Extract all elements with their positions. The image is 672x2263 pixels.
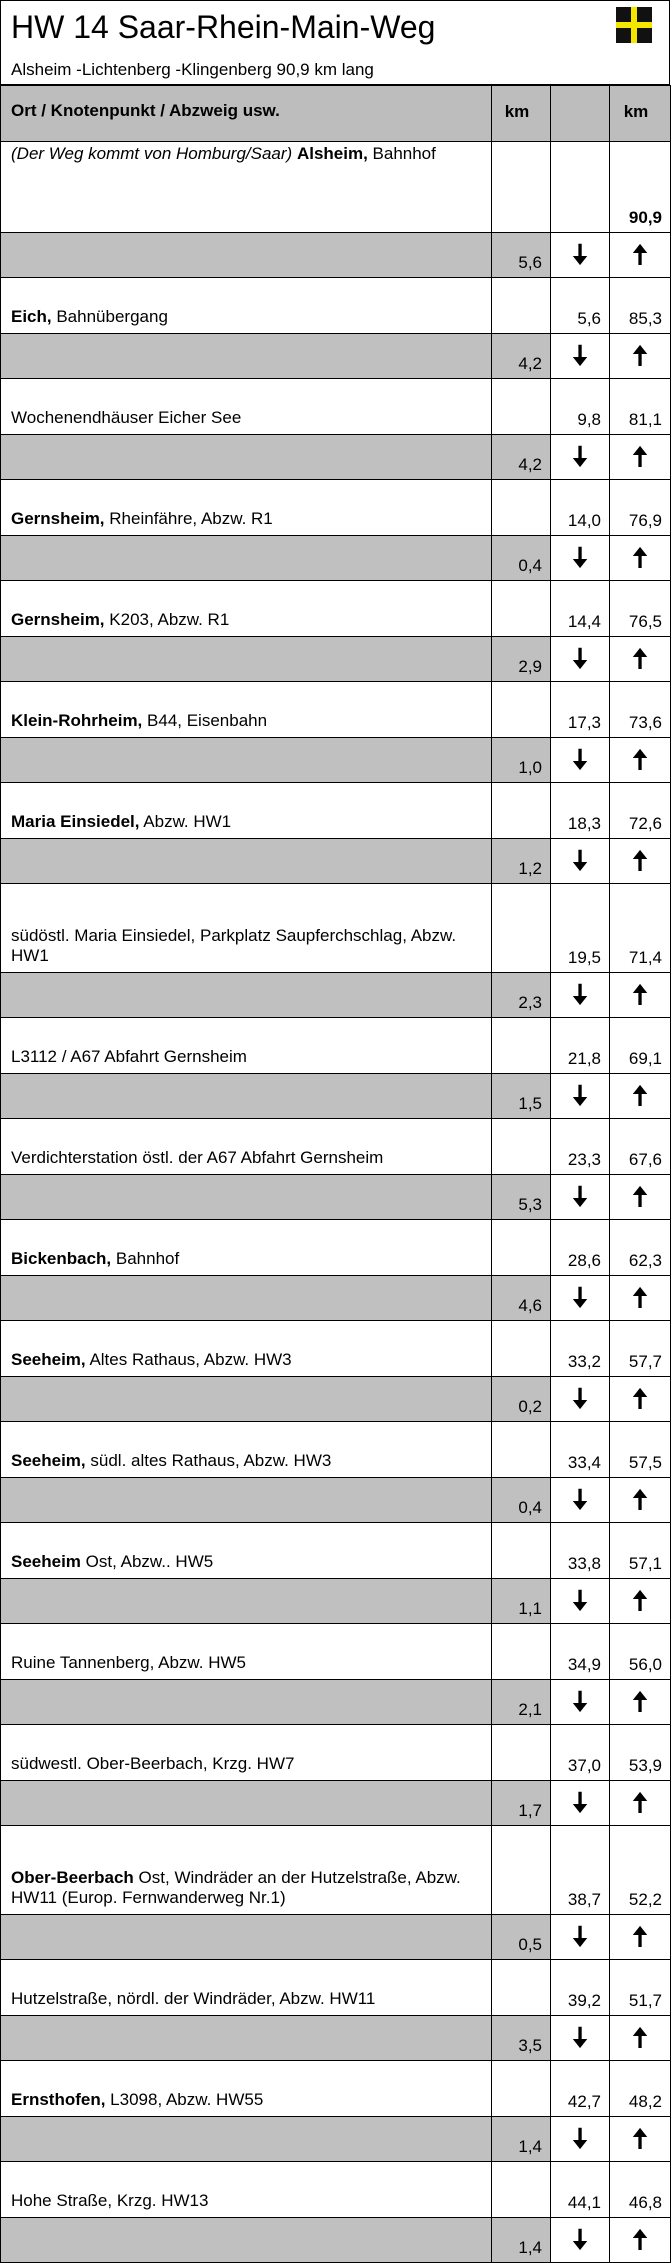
segment-distance-cell: 4,2 xyxy=(492,334,551,379)
arrow-down-icon: 🠇 xyxy=(551,1680,610,1725)
arrow-down-icon: 🠇 xyxy=(551,2016,610,2061)
segment-km-cell xyxy=(492,2162,551,2218)
arrow-down-icon: 🠇 xyxy=(551,1377,610,1422)
table-row xyxy=(1,480,671,536)
segment-row xyxy=(1,334,671,379)
cumulative-km-cell: 28,6 xyxy=(551,1220,610,1276)
place-name-bold: Seeheim xyxy=(11,1552,81,1571)
place-name-detail: L3112 / A67 Abfahrt Gernsheim xyxy=(11,1047,247,1066)
segment-blank-cell xyxy=(1,1074,492,1119)
segment-km-cell xyxy=(492,1523,551,1579)
place-name-bold: Maria Einsiedel, xyxy=(11,812,140,831)
segment-blank-cell xyxy=(1,1915,492,1960)
place-name-bold: Ernsthofen, xyxy=(11,2090,106,2109)
place-name-cell xyxy=(1,682,492,738)
segment-km-cell xyxy=(492,884,551,973)
cumulative-km-cell: 38,7 xyxy=(551,1826,610,1915)
route-subtitle: Alsheim -Lichtenberg -Klingenberg 90,9 km lang xyxy=(11,60,374,79)
place-name-detail: südwestl. Ober-Beerbach, Krzg. HW7 xyxy=(11,1754,295,1773)
arrow-down-icon: 🠇 xyxy=(551,1579,610,1624)
segment-blank-cell xyxy=(1,1579,492,1624)
segment-distance-cell: 4,6 xyxy=(492,1276,551,1321)
column-header-place: Ort / Knotenpunkt / Abzweig usw. xyxy=(1,86,492,142)
cumulative-km-cell: 37,0 xyxy=(551,1725,610,1781)
place-name-detail: Verdichterstation östl. der A67 Abfahrt Gernsheim xyxy=(11,1148,384,1167)
segment-km-cell xyxy=(492,682,551,738)
segment-blank-cell xyxy=(1,2016,492,2061)
arrow-up-icon: 🠅 xyxy=(610,839,671,884)
page-title: HW 14 Saar-Rhein-Main-Weg xyxy=(11,9,436,45)
segment-row xyxy=(1,1377,671,1422)
segment-row xyxy=(1,1276,671,1321)
table-row xyxy=(1,1119,671,1175)
reverse-km-cell: 57,5 xyxy=(610,1422,671,1478)
segment-row xyxy=(1,536,671,581)
segment-blank-cell xyxy=(1,1781,492,1826)
arrow-up-icon: 🠅 xyxy=(610,1276,671,1321)
reverse-km-cell: 71,4 xyxy=(610,884,671,973)
place-name-cell xyxy=(1,783,492,839)
segment-row xyxy=(1,2117,671,2162)
segment-row xyxy=(1,738,671,783)
place-name-detail: K203, Abzw. R1 xyxy=(104,610,230,629)
arrow-down-icon: 🠇 xyxy=(551,1915,610,1960)
place-name-cell xyxy=(1,1725,492,1781)
segment-distance-cell: 1,4 xyxy=(492,2117,551,2162)
reverse-km-cell: 46,8 xyxy=(610,2162,671,2218)
place-name-detail: Ruine Tannenberg, Abzw. HW5 xyxy=(11,1653,246,1672)
place-name-bold: Seeheim, xyxy=(11,1350,86,1369)
segment-row xyxy=(1,1680,671,1725)
place-name-detail: L3098, Abzw. HW55 xyxy=(105,2090,264,2109)
arrow-down-icon: 🠇 xyxy=(551,2117,610,2162)
route-note: (Der Weg kommt von Homburg/Saar) xyxy=(11,144,297,163)
cumulative-km-cell: 19,5 xyxy=(551,884,610,973)
place-name-bold: Alsheim, xyxy=(296,144,368,163)
cumulative-km-cell: 33,2 xyxy=(551,1321,610,1377)
reverse-km-cell: 52,2 xyxy=(610,1826,671,1915)
place-name-bold: Seeheim, xyxy=(11,1451,86,1470)
arrow-down-icon: 🠇 xyxy=(551,334,610,379)
place-name-cell xyxy=(1,1018,492,1074)
cumulative-km-cell: 14,0 xyxy=(551,480,610,536)
segment-blank-cell xyxy=(1,738,492,783)
table-row xyxy=(1,1960,671,2016)
reverse-km-cell: 72,6 xyxy=(610,783,671,839)
segment-blank-cell xyxy=(1,1276,492,1321)
table-row xyxy=(1,1826,671,1915)
place-name-cell xyxy=(1,1523,492,1579)
segment-row xyxy=(1,1781,671,1826)
cumulative-km-cell: 23,3 xyxy=(551,1119,610,1175)
segment-distance-cell: 0,4 xyxy=(492,536,551,581)
arrow-up-icon: 🠅 xyxy=(610,1478,671,1523)
arrow-down-icon: 🠇 xyxy=(551,233,610,278)
place-name-detail: Altes Rathaus, Abzw. HW3 xyxy=(85,1350,292,1369)
place-name-bold: Gernsheim, xyxy=(11,509,105,528)
column-header-km-blank xyxy=(551,86,610,142)
arrow-up-icon: 🠅 xyxy=(610,435,671,480)
reverse-km-cell: 69,1 xyxy=(610,1018,671,1074)
place-name-detail: südöstl. Maria Einsiedel, Parkplatz Saupferchschlag, Abzw. HW1 xyxy=(11,926,457,965)
reverse-km-cell: 76,5 xyxy=(610,581,671,637)
table-row xyxy=(1,1523,671,1579)
arrow-down-icon: 🠇 xyxy=(551,1276,610,1321)
table-row xyxy=(1,1220,671,1276)
segment-distance-cell: 2,3 xyxy=(492,973,551,1018)
segment-row xyxy=(1,973,671,1018)
table-row xyxy=(1,581,671,637)
segment-distance-cell: 1,0 xyxy=(492,738,551,783)
place-name-cell xyxy=(1,2162,492,2218)
place-name-cell xyxy=(1,142,492,233)
segment-blank-cell xyxy=(1,1680,492,1725)
segment-blank-cell xyxy=(1,1377,492,1422)
segment-km-cell xyxy=(492,783,551,839)
reverse-km-cell: 85,3 xyxy=(610,278,671,334)
arrow-down-icon: 🠇 xyxy=(551,1478,610,1523)
reverse-km-cell: 53,9 xyxy=(610,1725,671,1781)
table-row xyxy=(1,1018,671,1074)
segment-km-cell xyxy=(492,1725,551,1781)
table-row xyxy=(1,142,671,233)
segment-km-cell xyxy=(492,1826,551,1915)
segment-km-cell xyxy=(492,1422,551,1478)
segment-blank-cell xyxy=(1,2117,492,2162)
table-row xyxy=(1,278,671,334)
place-name-cell xyxy=(1,1119,492,1175)
segment-distance-cell: 5,6 xyxy=(492,233,551,278)
reverse-km-cell: 67,6 xyxy=(610,1119,671,1175)
segment-row xyxy=(1,1915,671,1960)
segment-distance-cell: 1,5 xyxy=(492,1074,551,1119)
segment-distance-cell: 4,2 xyxy=(492,435,551,480)
arrow-up-icon: 🠅 xyxy=(610,2218,671,2263)
segment-row xyxy=(1,233,671,278)
place-name-cell xyxy=(1,1321,492,1377)
cumulative-km-cell xyxy=(551,142,610,233)
column-header-km-reverse: km xyxy=(610,86,671,142)
arrow-up-icon: 🠅 xyxy=(610,536,671,581)
place-name-bold: Klein-Rohrheim, xyxy=(11,711,143,730)
place-name-cell xyxy=(1,1826,492,1915)
segment-km-cell xyxy=(492,1960,551,2016)
cumulative-km-cell: 34,9 xyxy=(551,1624,610,1680)
cumulative-km-cell: 5,6 xyxy=(551,278,610,334)
place-name-cell xyxy=(1,1624,492,1680)
segment-km-cell xyxy=(492,1220,551,1276)
arrow-up-icon: 🠅 xyxy=(610,1377,671,1422)
segment-blank-cell xyxy=(1,839,492,884)
table-row xyxy=(1,1624,671,1680)
arrow-down-icon: 🠇 xyxy=(551,1175,610,1220)
place-name-bold: Gernsheim, xyxy=(11,610,105,629)
arrow-up-icon: 🠅 xyxy=(610,1781,671,1826)
place-name-bold: Bickenbach, xyxy=(11,1249,112,1268)
arrow-up-icon: 🠅 xyxy=(610,334,671,379)
segment-blank-cell xyxy=(1,1175,492,1220)
segment-km-cell xyxy=(492,1321,551,1377)
table-row xyxy=(1,884,671,973)
segment-km-cell xyxy=(492,2061,551,2117)
place-name-detail: Hutzelstraße, nördl. der Windräder, Abzw. HW11 xyxy=(11,1989,376,2008)
place-name-detail: Rheinfähre, Abzw. R1 xyxy=(104,509,273,528)
place-name-detail: Bahnhof xyxy=(111,1249,180,1268)
arrow-down-icon: 🠇 xyxy=(551,637,610,682)
table-row xyxy=(1,2162,671,2218)
place-name-detail: Wochenendhäuser Eicher See xyxy=(11,408,242,427)
cumulative-km-cell: 9,8 xyxy=(551,379,610,435)
place-name-detail: Bahnübergang xyxy=(51,307,168,326)
reverse-km-cell: 73,6 xyxy=(610,682,671,738)
place-name-cell xyxy=(1,884,492,973)
segment-row xyxy=(1,435,671,480)
segment-km-cell xyxy=(492,1624,551,1680)
segment-row xyxy=(1,1074,671,1119)
reverse-km-cell: 48,2 xyxy=(610,2061,671,2117)
segment-distance-cell: 2,9 xyxy=(492,637,551,682)
place-name-detail: B44, Eisenbahn xyxy=(142,711,268,730)
place-name-cell xyxy=(1,1220,492,1276)
arrow-down-icon: 🠇 xyxy=(551,738,610,783)
place-name-cell xyxy=(1,278,492,334)
subtitle-bar xyxy=(0,53,670,85)
arrow-up-icon: 🠅 xyxy=(610,1680,671,1725)
cumulative-km-cell: 21,8 xyxy=(551,1018,610,1074)
place-name-detail: Ost, Abzw.. HW5 xyxy=(80,1552,214,1571)
arrow-up-icon: 🠅 xyxy=(610,973,671,1018)
segment-row xyxy=(1,1579,671,1624)
cumulative-km-cell: 14,4 xyxy=(551,581,610,637)
place-name-cell xyxy=(1,379,492,435)
segment-distance-cell: 1,1 xyxy=(492,1579,551,1624)
arrow-up-icon: 🠅 xyxy=(610,1074,671,1119)
reverse-km-cell: 81,1 xyxy=(610,379,671,435)
segment-row xyxy=(1,1478,671,1523)
place-name-cell xyxy=(1,1960,492,2016)
segment-blank-cell xyxy=(1,973,492,1018)
reverse-km-cell: 90,9 xyxy=(610,142,671,233)
arrow-down-icon: 🠇 xyxy=(551,435,610,480)
segment-distance-cell: 5,3 xyxy=(492,1175,551,1220)
route-table xyxy=(0,85,671,2263)
place-name-bold: Eich, xyxy=(11,307,52,326)
reverse-km-cell: 62,3 xyxy=(610,1220,671,1276)
cumulative-km-cell: 33,8 xyxy=(551,1523,610,1579)
segment-distance-cell: 2,1 xyxy=(492,1680,551,1725)
table-row xyxy=(1,1422,671,1478)
place-name-bold: Ober-Beerbach xyxy=(11,1868,134,1887)
table-row xyxy=(1,783,671,839)
cumulative-km-cell: 17,3 xyxy=(551,682,610,738)
arrow-down-icon: 🠇 xyxy=(551,1074,610,1119)
segment-km-cell xyxy=(492,480,551,536)
table-row xyxy=(1,2061,671,2117)
arrow-up-icon: 🠅 xyxy=(610,233,671,278)
segment-distance-cell: 1,2 xyxy=(492,839,551,884)
place-name-cell xyxy=(1,2061,492,2117)
cumulative-km-cell: 39,2 xyxy=(551,1960,610,2016)
segment-km-cell xyxy=(492,142,551,233)
reverse-km-cell: 56,0 xyxy=(610,1624,671,1680)
arrow-down-icon: 🠇 xyxy=(551,1781,610,1826)
arrow-down-icon: 🠇 xyxy=(551,536,610,581)
segment-distance-cell: 3,5 xyxy=(492,2016,551,2061)
place-name-detail: südl. altes Rathaus, Abzw. HW3 xyxy=(85,1451,332,1470)
reverse-km-cell: 51,7 xyxy=(610,1960,671,2016)
arrow-up-icon: 🠅 xyxy=(610,2117,671,2162)
column-header-km-segment: km xyxy=(492,86,551,142)
table-header-row xyxy=(1,86,671,142)
table-row xyxy=(1,1321,671,1377)
cumulative-km-cell: 33,4 xyxy=(551,1422,610,1478)
place-name-detail: Abzw. HW1 xyxy=(139,812,232,831)
segment-blank-cell xyxy=(1,2218,492,2263)
segment-blank-cell xyxy=(1,536,492,581)
segment-blank-cell xyxy=(1,435,492,480)
segment-row xyxy=(1,1175,671,1220)
segment-blank-cell xyxy=(1,233,492,278)
place-name-cell xyxy=(1,581,492,637)
segment-row xyxy=(1,637,671,682)
place-name-detail: Bahnhof xyxy=(367,144,436,163)
reverse-km-cell: 57,7 xyxy=(610,1321,671,1377)
arrow-up-icon: 🠅 xyxy=(610,738,671,783)
segment-row xyxy=(1,2218,671,2263)
segment-km-cell xyxy=(492,278,551,334)
arrow-up-icon: 🠅 xyxy=(610,2016,671,2061)
place-name-cell xyxy=(1,1422,492,1478)
cumulative-km-cell: 44,1 xyxy=(551,2162,610,2218)
cumulative-km-cell: 42,7 xyxy=(551,2061,610,2117)
arrow-down-icon: 🠇 xyxy=(551,973,610,1018)
segment-km-cell xyxy=(492,1119,551,1175)
reverse-km-cell: 57,1 xyxy=(610,1523,671,1579)
marker-cross-vertical xyxy=(631,7,637,43)
segment-km-cell xyxy=(492,379,551,435)
place-name-cell xyxy=(1,480,492,536)
arrow-up-icon: 🠅 xyxy=(610,1915,671,1960)
segment-row xyxy=(1,839,671,884)
segment-distance-cell: 1,7 xyxy=(492,1781,551,1826)
arrow-up-icon: 🠅 xyxy=(610,1579,671,1624)
segment-blank-cell xyxy=(1,637,492,682)
reverse-km-cell: 76,9 xyxy=(610,480,671,536)
segment-blank-cell xyxy=(1,1478,492,1523)
segment-distance-cell: 0,2 xyxy=(492,1377,551,1422)
table-row xyxy=(1,379,671,435)
arrow-down-icon: 🠇 xyxy=(551,2218,610,2263)
segment-km-cell xyxy=(492,581,551,637)
arrow-up-icon: 🠅 xyxy=(610,1175,671,1220)
title-bar xyxy=(0,0,670,53)
table-row xyxy=(1,1725,671,1781)
segment-row xyxy=(1,2016,671,2061)
segment-km-cell xyxy=(492,1018,551,1074)
place-name-detail: Ost, Windräder an der Hutzelstraße, Abzw. HW11 (Europ. Fernwanderweg Nr.1) xyxy=(11,1868,461,1907)
segment-distance-cell: 1,4 xyxy=(492,2218,551,2263)
arrow-up-icon: 🠅 xyxy=(610,637,671,682)
segment-distance-cell: 0,5 xyxy=(492,1915,551,1960)
table-row xyxy=(1,682,671,738)
place-name-detail: Hohe Straße, Krzg. HW13 xyxy=(11,2191,209,2210)
trail-marker-icon xyxy=(616,7,652,43)
segment-distance-cell: 0,4 xyxy=(492,1478,551,1523)
cumulative-km-cell: 18,3 xyxy=(551,783,610,839)
segment-blank-cell xyxy=(1,334,492,379)
arrow-down-icon: 🠇 xyxy=(551,839,610,884)
